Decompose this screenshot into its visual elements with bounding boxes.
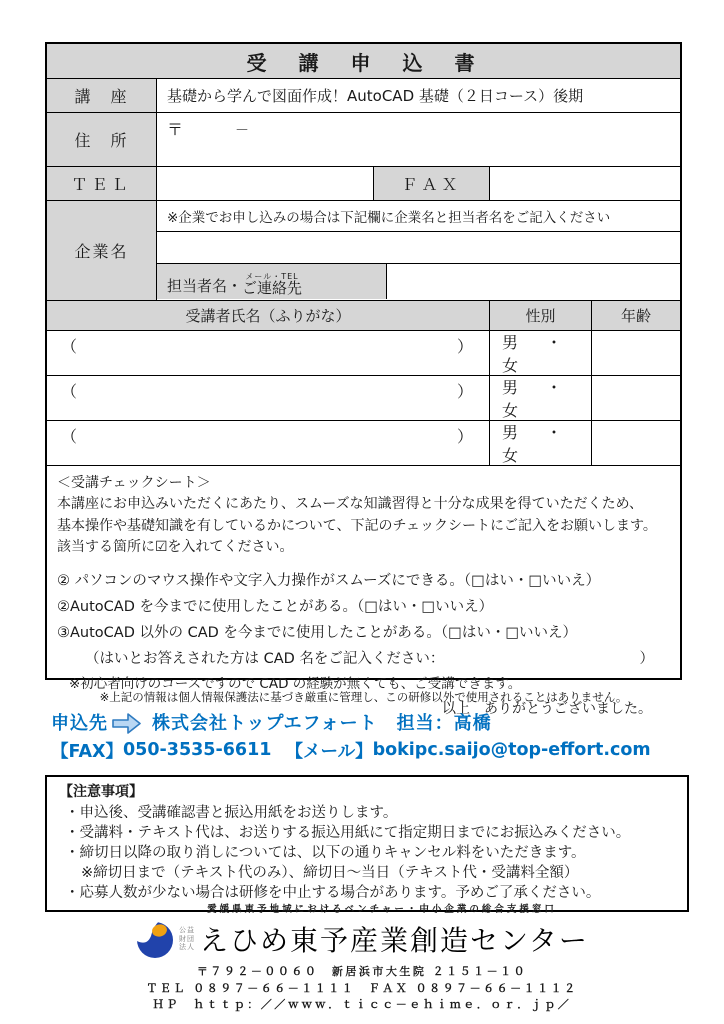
company-section [47,201,680,301]
application-fax-mail-line [51,736,682,764]
age-field [592,421,680,465]
furigana-paren-open: （ [61,337,78,356]
apply-mail-address: bokipc.saijo@top-effort.com [372,740,651,760]
check-sheet-item: ③AutoCAD 以外の CAD を今までに使用したことがある。（□はい・□いいえ） [57,624,578,641]
name-column-header: 受講者氏名（ふりがな） [47,301,490,330]
postal-separator: － [235,123,250,139]
contact-label-prefix: 担当者名・ [167,277,243,295]
attendee-row-1 [47,331,680,376]
check-sheet-intro-line: 基本操作や基礎知識を有しているかについて、下記のチェックシートにご記入をお願いします。 [57,517,657,534]
course-row [47,79,680,113]
postal-mark: 〒 [167,120,184,139]
note-item: ・応募人数が少ない場合は研修を中止する場合があります。予めご了承ください。 [65,885,601,901]
apply-fax-number: 050-3535-6611 [122,740,272,760]
org-legal-type [179,926,195,952]
furigana-paren-close: ） [456,382,473,401]
org-postal-address: 〒７９２－００６０ 新居浜市大生院 ２１５１－１０ [196,965,528,978]
org-logo-icon [135,917,175,961]
course-label: 講 座 [47,79,157,112]
check-sheet-item: ②AutoCAD を今までに使用したことがある。（□はい・□いいえ） [57,598,494,615]
note-item: ・締切日以降の取り消しについては、以下の通りキャンセル料をいただきます。 [65,845,586,861]
legal-line: 財団 [179,934,196,943]
beginner-note: ※初心者向けのコースですので CAD の経験が無くても、ご受講できます。 [69,675,522,692]
cad-name-paren-close: ） [639,650,654,667]
address-row [47,113,680,167]
contact-label-main: ご連絡先 [242,279,303,297]
company-name-field [157,232,680,264]
org-address-block [0,964,724,1014]
apply-company-name: 株式会社トップエフォート 担当：高橋 [152,713,492,734]
company-fields [157,201,680,300]
age-column-header: 年齢 [592,301,680,330]
contact-ruby-text: メール・TEL [245,272,299,281]
course-value: 基礎から学んで図面作成！AutoCAD 基礎（２日コース）後期 [167,87,584,105]
check-sheet-intro-line: 該当する箇所に☑を入れてください。 [57,539,294,555]
age-field [592,376,680,420]
apply-to-label: 申込先 [51,713,108,734]
application-form-page [45,42,682,912]
cad-name-prompt: （はいとお答えされた方は CAD 名をご記入ください： [85,650,445,667]
tel-field [157,167,374,200]
attendee-name-field [47,331,490,375]
cad-name-field [57,646,668,672]
attendee-row-2 [47,376,680,421]
check-sheet-intro-line: 本講座にお申込みいただくにあたり、スムーズな知識習得と十分な成果を得ていただくため、 [57,496,644,512]
note-item-sub: ※締切日まで（テキスト代のみ）、締切日～当日（テキスト代・受講料全額） [81,865,579,881]
legal-line: 法人 [179,943,196,952]
tel-fax-row [47,167,680,201]
fax-field [490,167,680,200]
gender-column-header: 性別 [490,301,592,330]
org-homepage: ＨＰ ｈｔｔｐ：／／ｗｗｗ．ｔｉｃｃ－ｅｈｉｍｅ．ｏｒ．ｊｐ／ [152,998,572,1011]
furigana-paren-close: ） [456,427,473,446]
age-field [592,331,680,375]
attendee-name-field [47,376,490,420]
company-contact-row [157,264,680,299]
contact-field [387,264,680,299]
attendee-table-header [47,301,680,331]
right-block-arrow-icon [112,712,142,735]
furigana-paren-open: （ [61,427,78,446]
notes-box [45,775,689,912]
notes-heading: 【注意事項】 [59,784,143,800]
footer-tagline: 愛媛県東予地域におけるベンチャー・中小企業の総合支援窓口 [207,904,557,915]
privacy-note: ※上記の情報は個人情報保護法に基づき厳重に管理し、この研修以外で使用されることはありません。 [99,690,628,704]
gender-options: 男 ・ 女 [490,331,592,375]
attendee-name-field [47,421,490,465]
note-item: ・申込後、受講確認書と振込用紙をお送りします。 [65,805,398,821]
fax-label: ＦＡＸ [374,167,490,200]
tel-label: ＴＥＬ [47,167,157,200]
company-note: ※企業でお申し込みの場合は下記欄に企業名と担当者名をご記入ください [157,201,680,232]
check-sheet-closing: 以上 ありがとうございました。 [442,700,652,717]
furigana-paren-open: （ [61,382,78,401]
org-tel-fax: ＴＥＬ ０８９７－６６－１１１１ ＦＡＸ ０８９７－６６－１１１２ [146,981,578,995]
apply-fax-label: 【FAX】 [51,741,123,762]
org-identity-row [0,917,724,961]
gender-options: 男 ・ 女 [490,376,592,420]
address-field [157,113,680,166]
org-name: えひめ東予産業創造センター [200,924,589,957]
contact-label [157,264,387,299]
form-title: 受 講 申 込 書 [47,44,680,79]
company-label: 企業名 [47,201,157,300]
check-sheet-heading: ＜受講チェックシート＞ [57,475,211,491]
address-label: 住 所 [47,113,157,166]
furigana-paren-close: ） [456,337,473,356]
organization-footer [0,903,724,1014]
check-sheet-item: ② パソコンのマウス操作や文字入力操作がスムーズにできる。（□はい・□いいえ） [57,572,601,589]
attendee-row-3 [47,421,680,466]
apply-mail-label: 【メール】 [285,741,373,762]
legal-line: 公益 [179,926,196,935]
note-item: ・受講料・テキスト代は、お送りする振込用紙にて指定期日までにお振込みください。 [65,825,631,841]
gender-options: 男 ・ 女 [490,421,592,465]
